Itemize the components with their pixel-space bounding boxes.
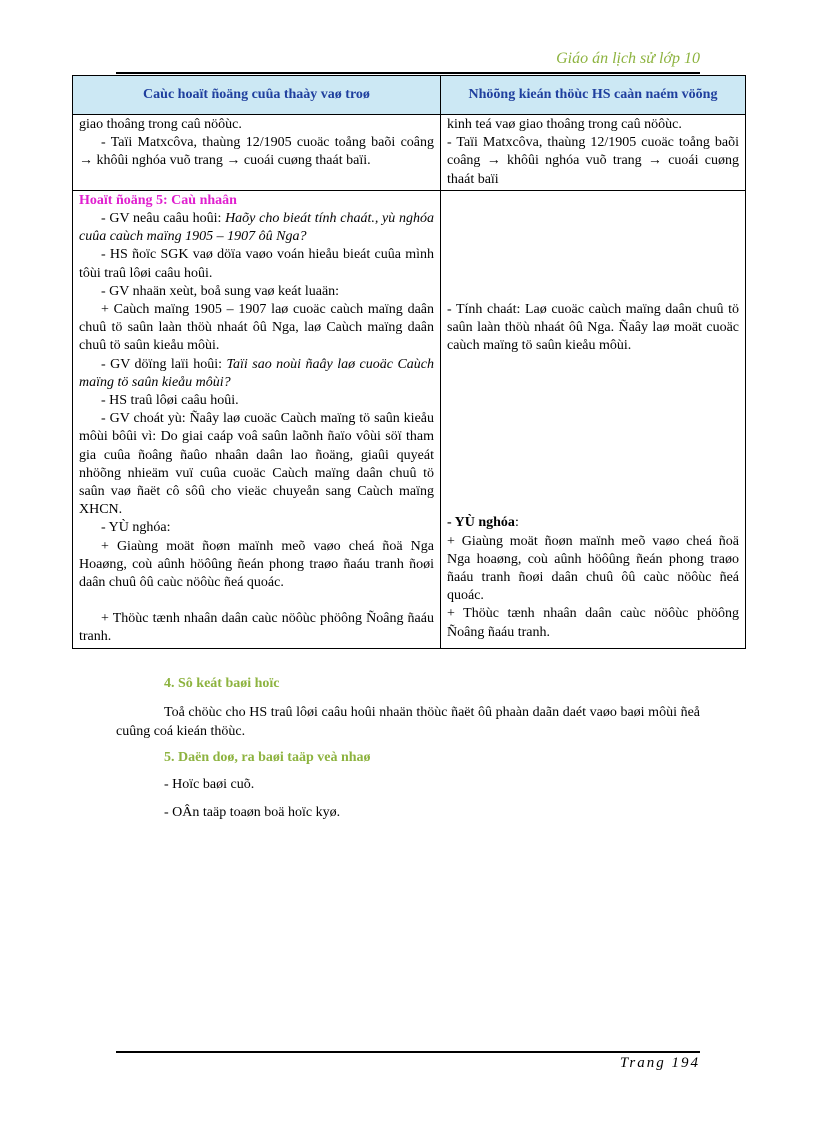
page-number: Trang 194: [619, 1055, 700, 1071]
header-divider: [116, 72, 700, 74]
column-header-required-knowledge: Nhöõng kieán thöùc HS caàn naém vöõng: [441, 76, 746, 115]
gv-followup: [79, 356, 434, 392]
hs-answer: - HS traû lôøi caâu hoûi.: [101, 393, 239, 409]
table-header-row: [73, 76, 746, 115]
activity-title: Hoaït ñoäng 5: Caù nhaân: [79, 192, 237, 208]
nature-text: - Tính chaát: Laø cuoäc caùch maïng daân chuû tö saûn laàn thöù nhaát ôû Nga. Ñaây laø moät cuoäc caùch maïng tö saûn kieåu môùi.: [447, 301, 739, 354]
row1-left-line1: giao thoâng trong caû nöôùc.: [79, 117, 242, 132]
gv-question: [79, 210, 434, 246]
gv-conclude: - GV nhaän xeùt, boå sung vaø keát luaän:: [101, 283, 340, 299]
section5-item-2: - OÂn taäp toaøn boä hoïc kyø.: [164, 805, 341, 820]
spacer: [447, 192, 739, 301]
gv-point: - GV choát yù: Ñaây laø cuoäc Caùch maïng tö saûn kieåu môùi bôûi vì: Do giai caáp voâ saûn laõnh ñaïo vôùi söï tham gia cuûa ñoâng ñaûo nhaân daân lao ñoäng, giaûi quyeát nhöõng nhieäm vuï cuûa cuoäc Caùch maïng daân chuû tö saûn vaø ñaët cô sôû cho vieäc chuyeån sang Caùch maïng XHCN.: [79, 411, 434, 518]
row1-right-line1: kinh teá vaø giao thoâng trong caû nöôùc.: [447, 117, 682, 132]
right-meaning-colon: :: [514, 515, 519, 531]
spacer: [447, 355, 739, 514]
right-meaning-label-text: - YÙ nghóa: [447, 515, 515, 531]
table-row: [73, 115, 746, 191]
footer-divider: [116, 1051, 700, 1053]
right-meaning-label: [447, 514, 739, 532]
row1-right-line2: - Taïi Matxcôva, thaùng 12/1905 cuoäc toång baõi coâng → khôûi nghóa vuõ trang → cuoái cuøng thaát baïi: [447, 135, 739, 187]
right-meaning-2: + Thöùc tænh nhaân daân caùc nöôùc phöông Ñoâng ñaáu tranh.: [447, 606, 739, 640]
lesson-table: [72, 75, 746, 649]
knowledge-cell: [441, 115, 746, 191]
right-meaning-1: + Giaùng moät ñoøn maïnh meõ vaøo cheá ñoä Nga hoaøng, coù aûnh höôûng ñeán phong traøo ñaáu tranh ñoøi daân chuû ôû caùc nöôùc ñeá quoác.: [447, 533, 739, 604]
activities-cell: [73, 190, 441, 648]
section4-text: Toå chöùc cho HS traû lôøi caâu hoûi nhaän thöùc ñaët ôû phaàn daãn daét vaøo baøi môùi ñeå cuûng coá kieán thöùc.: [116, 705, 700, 739]
activities-cell: [73, 115, 441, 191]
knowledge-cell: [441, 190, 746, 648]
row1-left-line2: - Taïi Matxcôva, thaùng 12/1905 cuoäc toång baõi coâng → khôûi nghóa vuõ trang → cuoái cuøng thaát baïi.: [79, 135, 434, 169]
hs-read: - HS ñoïc SGK vaø döïa vaøo voán hieåu bieát cuûa mình tôùi traû lôøi caâu hoûi.: [79, 247, 434, 281]
gv-question-prefix: - GV neâu caâu hoûi:: [101, 211, 226, 227]
spacer: [79, 592, 434, 610]
section5-item-1: - Hoïc baøi cuõ.: [164, 777, 255, 792]
meaning-2: + Thöùc tænh nhaân daân caùc nöôùc phöông Ñoâng ñaáu tranh.: [79, 611, 434, 645]
meaning-label: - YÙ nghóa:: [101, 520, 171, 536]
column-header-teacher-student-activities: Caùc hoaït ñoäng cuûa thaày vaø troø: [73, 76, 441, 115]
gv-question-text: Haõy cho bieát tính chaát., yù nghóa cuûa caùch maïng 1905 – 1907 ôû Nga?: [79, 211, 434, 245]
conclusion: + Caùch maïng 1905 – 1907 laø cuoäc caùch maïng daân chuû tö saûn laàn thöù nhaát ôû Nga, laø Caùch maïng daân chuû tö saûn kieåu môùi.: [79, 302, 434, 354]
gv-followup-prefix: - GV döïng laïi hoûi:: [101, 356, 227, 372]
gv-followup-text: Taïi sao noùi ñaây laø cuoäc Caùch maïng tö saûn kieåu môùi?: [79, 356, 435, 390]
section4-heading: 4. Sô keát baøi hoïc: [164, 676, 280, 691]
document-header-title: Giáo án lịch sử lớp 10: [556, 50, 700, 67]
section5-heading: 5. Daën doø, ra baøi taäp veà nhaø: [164, 750, 371, 765]
table-row: [73, 190, 746, 648]
meaning-1: + Giaùng moät ñoøn maïnh meõ vaøo cheá ñoä Nga Hoaøng, coù aûnh höôûng ñeán phong traøo ñaáu tranh ñoøi daân chuû ôû caùc nöôùc ñeá quoác.: [79, 538, 434, 591]
